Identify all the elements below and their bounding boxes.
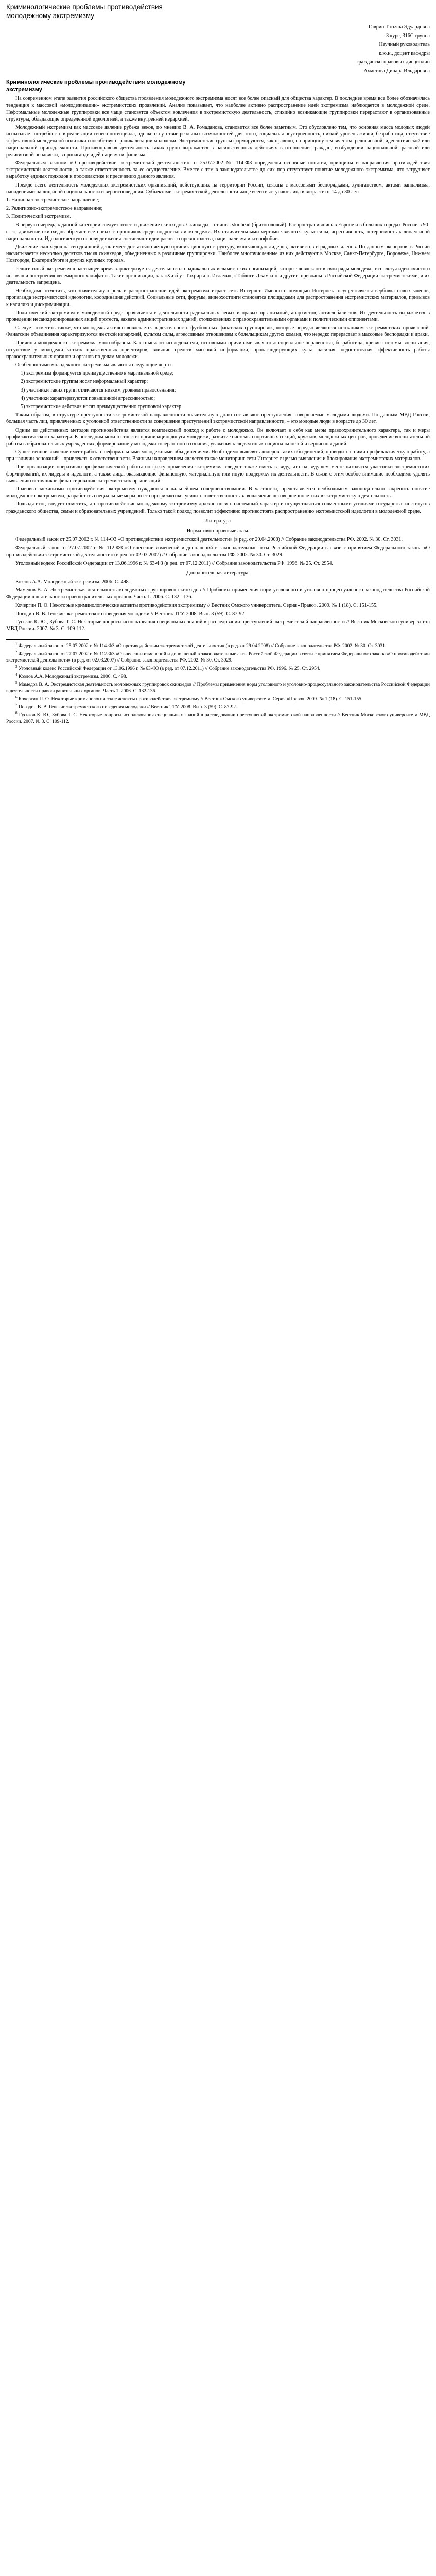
footnote — [6, 651, 430, 664]
paragraph: Следует отметить также, что молодежь активно вовлекается в деятельность футбольных фанатских группировок, которые нередко являются источником экстремистских проявлений. Фанатские объединения характеризуются жесткой иерархией, культом силы, агрессивным отношением к болельщикам других команд, что нередко перерастает в массовые беспорядки и драки. — [6, 325, 430, 338]
literature-item: Погодин В. В. Генезис экстремистского поведения молодежи // Вестник ТГУ. 2008. Вып. 3 (59). С. 87-92. — [15, 611, 246, 617]
author-group: 3 курс, 316С группа — [386, 32, 430, 39]
author-degree: к.ю.н., доцент кафедры — [378, 50, 430, 56]
supervisor-name: Ахметова Динара Ильдаровна — [363, 67, 430, 74]
section-title: Криминологические проблемы противодействия молодежному экстремизму — [6, 79, 186, 93]
features-list — [6, 370, 430, 410]
list-item: 2) экстремистские группы носят неформальный характер; — [21, 379, 148, 385]
paragraph: Политический экстремизм в молодежной среде проявляется в деятельности радикальных левых и правых организаций, анархистов, антиглобалистов. Их деятельность выражается в проведении несанкционированных акций протеста, захвате административных зданий, столкновениях с правоохранительными органами и политическими оппонентами. — [6, 310, 430, 323]
list-item: 5) экстремистские действия носят преимущественно групповой характер. — [21, 403, 183, 410]
paragraph: Религиозный экстремизм в настоящее время характеризуется деятельностью радикальных исламистских организаций, которые вовлекают в свои ряды молодежь, используя идеи «чистого ислама» и построения «всемирного халифата». Такие организации, как «Хизб ут-Тахрир аль-Ислами», «Таблиги Джамаат» и другие, признаны в Российской Федерации экстремистскими, и их деятельность запрещена. — [6, 266, 430, 285]
footnote-text: Федеральный закон от 27.07.2002 г. № 112-ФЗ «О внесении изменений и дополнений в законодательные акты Российской Федерации в связи с принятием Федерального закона «О противодействии экстремистской деятельности» (в ред. от 02.03.2007) // Собрание законодательства РФ. 2002. № 30. Ст. 3029. — [6, 651, 430, 664]
conclusion-text — [6, 412, 430, 515]
literature-item: Мамедов В. А. Экстремистская деятельность молодежных группировок скинхедов // Проблемы применения норм уголовного и уголовно-процессуального законодательства Российской Федерации в деятельности правоохранительных органов. Часть 1. 2006. С. 132 - 136. — [6, 587, 430, 600]
paragraph: В первую очередь, к данной категории следует отнести движение скинхедов. Скинхеды – от англ. skinhead (бритоголовый). Распространившись в Европе и в больших городах России в 90-е гг., движение скинхедов обретает все новых сторонников среди подростков и молодежи. Их отличительными чертами являются культ силы, агрессивность, нетерпимость к лицам иной национальности. Идеологическую основу движения составляют идеи расового превосходства, национализма и ксенофобии. — [6, 222, 430, 242]
paragraph: Существенное значение имеет работа с неформальными молодежными объединениями. Необходимо выявлять лидеров таких объединений, проводить с ними профилактическую работу, а при наличии оснований – привлекать к ответственности. Важным направлением является также мониторинг сети Интернет с целью выявления и блокирования экстремистских материалов. — [6, 449, 430, 462]
paragraph: Молодежный экстремизм как массовое явление рубежа веков, по мнению В. А. Ромаданова, становится все более заметным. Это обусловлено тем, что основная масса молодых людей испытывает потребность в реализации своего потенциала, однако отсутствие реальных возможностей для этого, социальная неустроенность, низкий уровень жизни, безработица, отсутствие эффективной молодежной политики способствуют радикализации молодежи. Экстремистские группы формируются, как правило, по принципу землячества, религиозной, идеологической или национальной принадлежности. Противоправная деятельность таких групп выражается в насильственных действиях в отношении граждан, возбуждении национальной, расовой или религиозной ненависти, в пропаганде идей нацизма и фашизма. — [6, 125, 430, 158]
footnote — [6, 712, 430, 725]
document-page — [0, 0, 436, 732]
footnote-number: 8 — [15, 711, 18, 715]
paragraph: Необходимо отметить, что значительную роль в распространении идей экстремизма играет сеть Интернет. Именно с помощью Интернета осуществляется вербовка новых членов, пропаганда экстремистской идеологии, координация действий. Социальные сети, форумы, видеохостинги становятся площадками для распространения экстремистских материалов, призывов к насилию и дискриминации. — [6, 288, 430, 308]
footnote-number: 6 — [15, 694, 18, 699]
literature-item: Федеральный закон от 25.07.2002 г. № 114-ФЗ «О противодействии экстремистской деятельности» (в ред. от 29.04.2008) // Собрание законодательства РФ. 2002. № 30. Ст. 3031. — [15, 537, 403, 543]
paragraph: При организации оперативно-профилактической работы по факту проявления экстремизма следует также иметь в виду, что на ведущем месте находятся участники экстремистских формирований, их лидеры и идеологи, а также лица, оказывающие финансовую, материальную или иную поддержку их деятельности. В связи с этим особое внимание необходимо уделять выявлению источников финансирования экстремистских организаций. — [6, 464, 430, 484]
body-text — [6, 222, 430, 368]
author-role: Научный руководитель — [379, 41, 430, 47]
footnote-text: Мамедов В. А. Экстремистская деятельность молодежных группировок скинхедов // Проблемы применения норм уголовного и уголовно-процессуального законодательства Российской Федерации в деятельности правоохранительных органов. Часть 1. 2006. С. 132-136. — [6, 682, 430, 694]
paragraph: Правовые механизмы противодействия экстремизму нуждаются в дальнейшем совершенствовании. В частности, представляется необходимым законодательно закрепить понятие молодежного экстремизма, разработать специальные меры по его профилактике, усилить ответственность за вовлечение несовершеннолетних в экстремистскую деятельность. — [6, 486, 430, 499]
literature-item: Гуськов К. Ю., Зубова Т. С. Некоторые вопросы использования специальных знаний в расследовании преступлений экстремистской направленности // Вестник Московского университета МВД России. 2007. № 3. С. 109-112. — [6, 619, 430, 632]
paragraph: Особенностями молодежного экстремизма являются следующие черты: — [15, 362, 173, 368]
paragraph: На современном этапе развития российского общества проявления молодежного экстремизма носят все более опасный для общества характер. В последнее время все более обозначилась тенденция к массовой «молодежизации» экстремистских проявлений. Анализ показывает, что наиболее активно распространение идей экстремизма наблюдается в молодежной среде. Неформальные молодежные группировки все чаще становятся объектом вовлечения в экстремистскую деятельность, стихийно возникающие группировки перерастают в организованные структуры, обладающие определенной идеологией, а также внутренней иерархией. — [6, 96, 430, 122]
directions-list — [6, 197, 430, 221]
footnote-text: Кочергин П. О. Некоторые криминологические аспекты противодействия экстремизму // Вестник Омского университета. Серия «Право». 2009. № 1 (18). С. 151-155. — [18, 697, 363, 702]
footnote-text: Гуськов К. Ю., Зубова Т. С. Некоторые вопросы использования специальных знаний в расследовании преступлений экстремистской направленности // Вестник Московского университета МВД России. 2007. № 3. С. 109-112. — [6, 713, 430, 724]
footnotes — [6, 643, 430, 725]
footnote-number: 3 — [15, 664, 18, 669]
footnote-text: Федеральный закон от 25.07.2002 г. № 114-ФЗ «О противодействии экстремистской деятельности» (в ред. от 29.04.2008) // Собрание законодательства РФ. 2002. № 30. Ст. 3031. — [18, 643, 387, 649]
paragraph: Одним из действенных методов противодействия является комплексный подход к работе с молодежью. Он включает в себя как меры правоохранительного характера, так и меры профилактического характера. К последним можно отнести: организацию досуга молодежи, развитие системы спортивных секций, кружков, молодежных центров, проведение воспитательной работы в образовательных учреждениях, формирование у молодежи толерантного сознания, уважения к людям иных национальностей и вероисповеданий. — [6, 427, 430, 447]
footnote — [6, 666, 430, 672]
paragraph: Подводя итог, следует отметить, что противодействие молодежному экстремизму должно носить системный характер и осуществляться совместными усилиями государства, институтов гражданского общества, семьи и образовательных учреждений. Только такой подход позволит эффективно противостоять распространению экстремистской идеологии в молодежной среде. — [6, 501, 430, 514]
list-item: 3. Политический экстремизм. — [6, 214, 71, 220]
author-name: Гаврин Татьяна Эдуардовна — [369, 24, 430, 30]
footnote — [6, 643, 430, 650]
literature-item: Кочергин П. О. Некоторые криминологические аспекты противодействия экстремизму // Вестник Омского университета. Серия «Право». 2009. № 1 (18). С. 151-155. — [15, 602, 378, 608]
footnote-text: Погодин В. В. Генезис экстремистского поведения молодежи // Вестник ТГУ. 2008. Вып. 3 (59). С. 87-92. — [18, 704, 237, 710]
list-item: 1. Национал-экстремистское направление; — [6, 197, 99, 203]
list-item: 2. Религиозно-экстремистское направление; — [6, 206, 103, 212]
author-block — [6, 23, 430, 75]
literature-item: Уголовный кодекс Российской Федерации от 13.06.1996 г. № 63-ФЗ (в ред. от 07.12.2011) // Собрание законодательства РФ. 1996. № 25. Ст. 2954. — [15, 560, 333, 566]
list-item: 3) участники таких групп отличаются низким уровнем правосознания; — [21, 387, 176, 393]
author-department: гражданско-правовых дисциплин — [356, 59, 430, 65]
footnote — [6, 674, 430, 681]
footnote — [6, 704, 430, 711]
footnote-number: 4 — [15, 672, 18, 677]
paragraph: Причины молодежного экстремизма многообразны. Как отмечают исследователи, основными причинами являются: социальное неравенство, безработица, кризис системы воспитания, отсутствие у молодежи четких нравственных ориентиров, влияние средств массовой информации, пропагандирующих культ насилия, недостаточная эффективность работы правоохранительных органов и органов по делам молодежи. — [6, 340, 430, 360]
footnote-number: 7 — [15, 703, 18, 707]
footnote-number: 2 — [15, 650, 18, 654]
paragraph: Движение скинхедов на сегодняшний день имеет достаточно четкую организационную структуру, включающую лидеров, активистов и рядовых членов. По данным экспертов, в России насчитывается несколько десятков тысяч скинхедов, объединенных в различные группировки. Наиболее многочисленные из них действуют в Москве, Санкт-Петербурге, Воронеже, Нижнем Новгороде, Екатеринбурге и других крупных городах. — [6, 244, 430, 264]
paragraph: Прежде всего деятельность молодежных экстремистских организаций, действующих на территории России, связана с массовыми беспорядками, хулиганством, актами вандализма, нападениями на лиц иной национальности и вероисповедания. Субъектами экстремистской деятельности чаще всего выступают лица в возрасте от 14 до 30 лет: — [6, 182, 430, 195]
footnote — [6, 682, 430, 694]
list-item: 4) участники характеризуются повышенной агрессивностью; — [21, 395, 155, 401]
additional-literature-heading: Дополнительная литература. — [186, 570, 250, 576]
literature-item: Козлов А.А. Молодежный экстремизм. 2006. С. 498. — [15, 579, 130, 585]
paragraph: Таким образом, в структуре преступности экстремистской направленности значительную долю составляют преступления, совершаемые молодыми людьми. По данным МВД России, большая часть лиц, привлеченных к уголовной ответственности за совершение преступлений экстремистской направленности, – это молодые люди в возрасте до 30 лет. — [6, 412, 430, 425]
footnote-text: Козлов А.А. Молодежный экстремизм. 2006. С. 498. — [18, 674, 127, 680]
list-item: 1) экстремизм формируется преимущественно в маргинальной среде; — [21, 370, 173, 377]
document-title: Криминологические проблемы противодействия молодежному экстремизму — [6, 3, 163, 20]
footnote-number: 1 — [15, 642, 18, 647]
footnote-separator — [6, 639, 89, 640]
literature-subheading: Нормативно-правовые акты. — [186, 528, 250, 534]
literature-item: Федеральный закон от 27.07.2002 г. № 112-ФЗ «О внесении изменений и дополнений в законодательные акты Российской Федерации в связи с принятием Федерального закона «О противодействии экстремистской деятельности» (в ред. от 02.03.2007) // Собрание законодательства РФ. 2002. № 30. Ст. 3029. — [6, 545, 430, 558]
footnote-text: Уголовный кодекс Российской Федерации от 13.06.1996 г. № 63-ФЗ (в ред. от 07.12.2011) // Собрание законодательства РФ. 1996. № 25. Ст. 2954. — [18, 666, 321, 671]
footnote-number: 5 — [15, 680, 18, 685]
literature-section — [6, 518, 430, 633]
paragraph: Федеральным законом «О противодействии экстремистской деятельности» от 25.07.2002 № 114-ФЗ определены основные понятия, принципы и направления противодействия экстремистской деятельности, а также ответственность за ее осуществление. Вместе с тем в законодательстве до сих пор отсутствует понятие молодежного экстремизма, что затрудняет выработку единых подходов к профилактике и пресечению данного явления. — [6, 160, 430, 180]
literature-heading: Литература — [205, 518, 231, 524]
footnote — [6, 696, 430, 703]
intro-text — [6, 95, 430, 195]
